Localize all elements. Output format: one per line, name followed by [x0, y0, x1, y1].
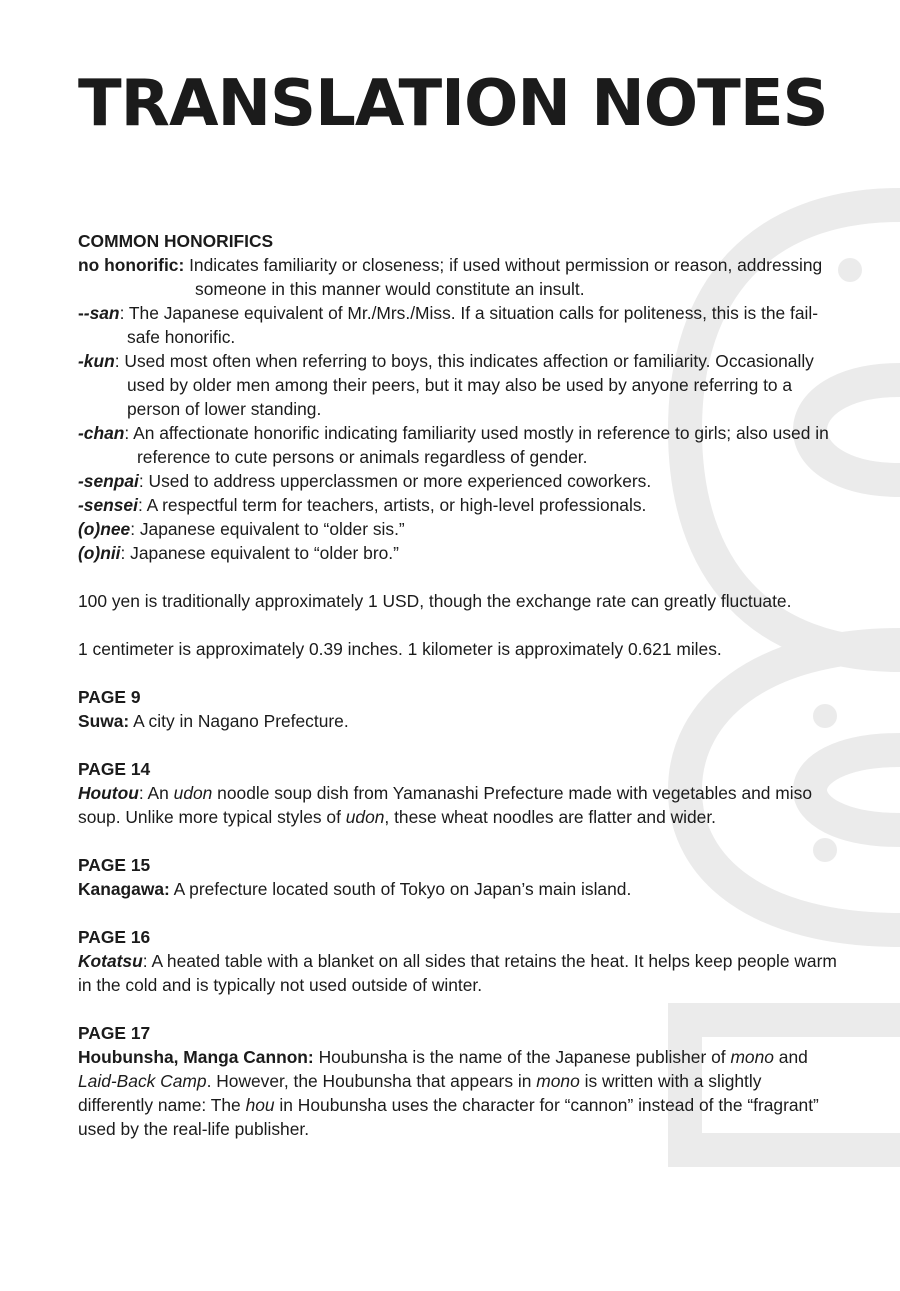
note-term: Kanagawa: [78, 879, 170, 899]
note-term: Houbunsha, Manga Cannon: [78, 1047, 314, 1067]
note-term [78, 783, 139, 803]
honorific-term: no honorific: [78, 255, 185, 275]
honorific-definition: : Japanese equivalent to “older sis.” [130, 519, 405, 539]
note-italic: hou [245, 1095, 275, 1115]
honorific-entry [78, 253, 838, 301]
note-italic: udon [173, 783, 213, 803]
page-note [78, 709, 838, 733]
note-metric: 1 centimeter is approximately 0.39 inches. 1 kilometer is approximately 0.621 miles. [78, 639, 722, 659]
page-heading: PAGE 15 [78, 855, 151, 875]
note-italic: Laid-Back Camp [78, 1071, 207, 1091]
page-note [78, 877, 838, 901]
honorific-entry [78, 541, 838, 565]
notes-content [78, 229, 838, 1141]
honorific-term-text: -san [83, 303, 120, 323]
honorific-entry [78, 469, 838, 493]
honorific-entry [78, 517, 838, 541]
honorific-definition: : A respectful term for teachers, artists, or high-level professionals. [137, 495, 647, 515]
honorific-entry [78, 421, 838, 469]
page-note [78, 949, 838, 997]
honorific-term [78, 423, 124, 443]
note-term-text: Kotatsu [78, 951, 143, 971]
note-italic: mono [536, 1071, 580, 1091]
page-heading: PAGE 9 [78, 687, 141, 707]
honorific-term [78, 495, 138, 515]
page-note [78, 1045, 838, 1141]
honorific-term [78, 519, 130, 539]
honorific-definition: : Used to address upperclassmen or more experienced coworkers. [138, 471, 652, 491]
note-text: and [773, 1047, 808, 1067]
watermark-dot [838, 258, 862, 282]
honorific-term-text: -senpai [78, 471, 139, 491]
note-text: . However, the Houbunsha that appears in [206, 1071, 537, 1091]
honorific-definition: : An affectionate honorific indicating familiarity used mostly in reference to girls; also used in reference to cute persons or animals regardless of gender. [124, 423, 829, 467]
note-text: : A heated table with a blanket on all sides that retains the heat. It helps keep people warm in the cold and is typically not used outside of winter. [78, 951, 837, 995]
honorific-term [78, 543, 121, 563]
page-heading: PAGE 14 [78, 759, 151, 779]
note-text: Houbunsha is the name of the Japanese publisher of [313, 1047, 731, 1067]
note-text: , these wheat noodles are flatter and wider. [384, 807, 717, 827]
page-heading: PAGE 17 [78, 1023, 151, 1043]
honorific-definition: Indicates familiarity or closeness; if used without permission or reason, addressing someone in this manner would constitute an insult. [184, 255, 823, 299]
note-term-text: Houtou [78, 783, 139, 803]
note-text: A city in Nagano Prefecture. [129, 711, 349, 731]
honorific-term-text: (o)nee [78, 519, 131, 539]
honorific-definition: : Used most often when referring to boys, this indicates affection or familiarity. Occasionally used by older men among their peers, but it may also be used by anyone referring to a person of lower standing. [114, 351, 814, 419]
honorific-term: --san [78, 303, 120, 323]
honorific-term-text: -sensei [78, 495, 138, 515]
honorific-term [78, 351, 115, 371]
page-note [78, 781, 838, 829]
note-text: noodle soup dish from Yamanashi Prefecture made with vegetables and miso soup. Unlike more typical styles of [78, 783, 813, 827]
section-heading-honorifics: COMMON HONORIFICS [78, 231, 274, 251]
note-term [78, 951, 143, 971]
honorific-entry [78, 301, 838, 349]
honorific-entry [78, 493, 838, 517]
note-italic: mono [730, 1047, 774, 1067]
note-italic: udon [345, 807, 385, 827]
honorific-term-text: (o)nii [78, 543, 121, 563]
honorific-definition: : The Japanese equivalent of Mr./Mrs./Miss. If a situation calls for politeness, this is the fail-safe honorific. [119, 303, 819, 347]
note-text: in Houbunsha uses the character for “cannon” instead of the “fragrant” used by the real-life publisher. [78, 1095, 819, 1139]
page-title: TRANSLATION NOTES [78, 67, 828, 141]
honorific-term-text: -chan [78, 423, 125, 443]
honorific-entry [78, 349, 838, 421]
note-term: Suwa: [78, 711, 130, 731]
honorific-definition: : Japanese equivalent to “older bro.” [120, 543, 399, 563]
honorific-term [78, 471, 139, 491]
note-currency: 100 yen is traditionally approximately 1 USD, though the exchange rate can greatly fluctuate. [78, 591, 792, 611]
note-text: is written with a slightly differently name: The [78, 1071, 762, 1115]
note-text: A prefecture located south of Tokyo on Japan’s main island. [169, 879, 632, 899]
note-text: : An [138, 783, 174, 803]
honorific-term-text: -kun [78, 351, 115, 371]
page-heading: PAGE 16 [78, 927, 151, 947]
